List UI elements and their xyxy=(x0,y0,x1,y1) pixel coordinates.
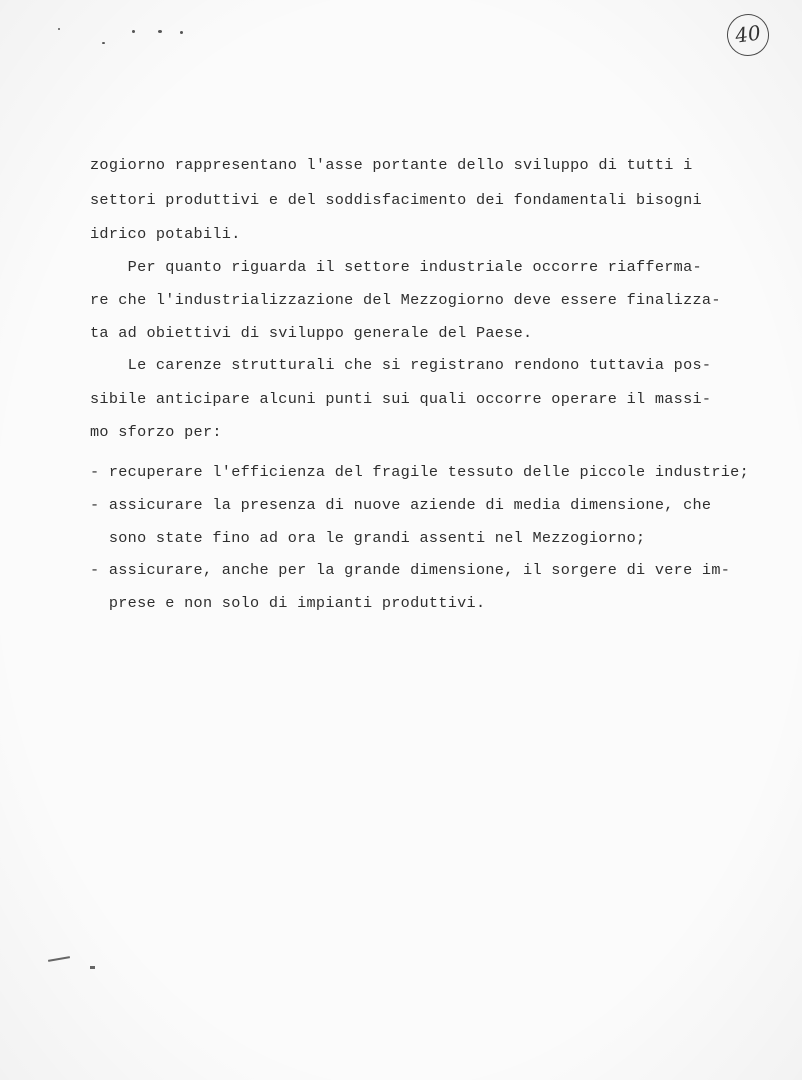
scan-specks xyxy=(58,24,198,44)
list-item-line: prese e non solo di impianti produttivi. xyxy=(90,594,486,612)
text-line: zogiorno rappresentano l'asse portante dello sviluppo di tutti i xyxy=(90,156,693,174)
list-item-line: sono state fino ad ora le grandi assenti nel Mezzogiorno; xyxy=(90,529,646,547)
list-item-line: - assicurare la presenza di nuove aziende di media dimensione, che xyxy=(90,496,712,514)
text-line: idrico potabili. xyxy=(90,225,241,243)
page-number: 40 xyxy=(733,20,763,48)
text-line: sibile anticipare alcuni punti sui quali occorre operare il massi- xyxy=(90,390,712,408)
text-line: mo sforzo per: xyxy=(90,423,222,441)
text-line: Per quanto riguarda il settore industriale occorre riafferma- xyxy=(90,258,702,276)
scan-mark xyxy=(90,966,95,969)
page-number-circle xyxy=(724,11,771,58)
text-line: Le carenze strutturali che si registrano rendono tuttavia pos- xyxy=(90,356,712,374)
text-line: re che l'industrializzazione del Mezzogiorno deve essere finalizza- xyxy=(90,291,721,309)
scan-mark xyxy=(48,956,70,962)
list-item-line: - assicurare, anche per la grande dimensione, il sorgere di vere im- xyxy=(90,561,731,579)
text-line: ta ad obiettivi di sviluppo generale del Paese. xyxy=(90,324,533,342)
text-line: settori produttivi e del soddisfacimento dei fondamentali bisogni xyxy=(90,191,702,209)
list-item-line: - recuperare l'efficienza del fragile tessuto delle piccole industrie; xyxy=(90,463,749,481)
